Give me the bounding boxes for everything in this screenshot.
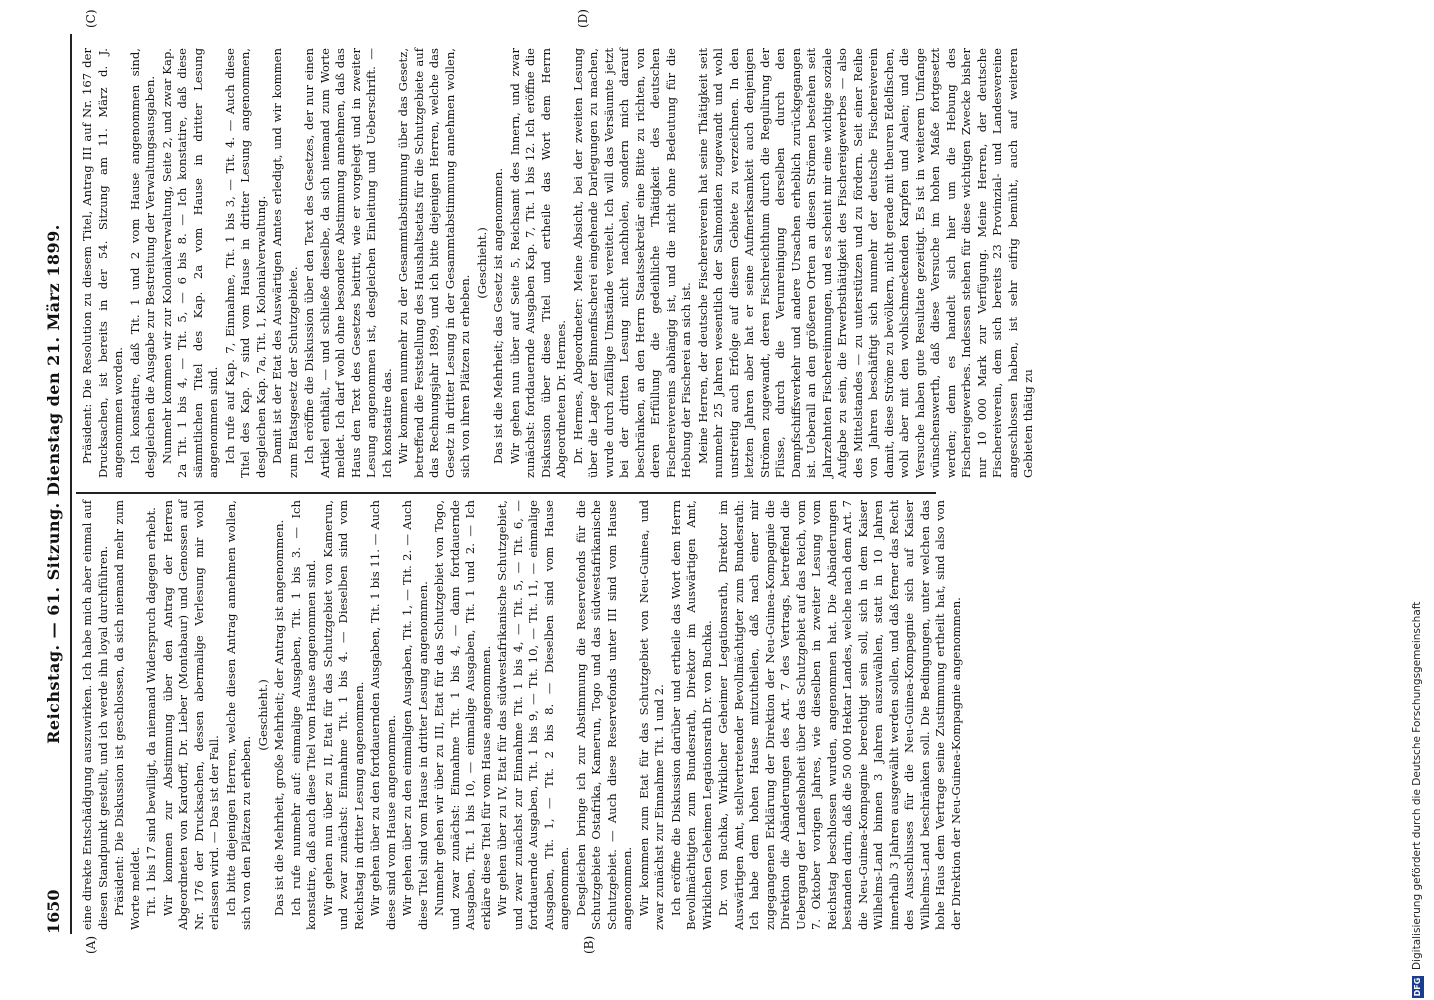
paragraph: Wir kommen nunmehr zu der Gesammtabstimmung über das Gesetz, betreffend die Feststellung des Haushaltsetats für die Schutzgebiete auf das Rechnungsjahr 1899, und ich bitte diejenigen Herren, welche das Gesetz in dritter Lesung in der Gesammtabstimmung annehmen wollen, sich von ihren Plätzen zu erheben.	[396, 48, 472, 478]
paragraph: Wir kommen zur Abstimmung über den Antrag der Herren Abgeordneten von Kardorff, Dr. Lieber (Montabaur) und Genossen auf Nr. 176 der Drucksachen, dessen abermalige Verlesung mir wohl erlassen wird. — Das ist der Fall.	[160, 500, 221, 930]
paragraph: Damit ist der Etat des Auswärtigen Amtes erledigt, und wir kommen zum Etatsgesetz der Schutzgebiete.	[270, 48, 300, 478]
header-rule	[70, 34, 72, 934]
right-column	[80, 48, 1035, 478]
paragraph: Präsident: Die Resolution zu diesem Titel, Antrag III auf Nr. 167 der Drucksachen, ist bereits in der 54. Sitzung am 11. März d. J. angenommen worden.	[80, 48, 125, 478]
paragraph: Wir gehen über zu den fortdauernden Ausgaben, Tit. 1 bis 11. — Auch diese sind vom Hause angenommen.	[368, 500, 398, 930]
paragraph: Meine Herren, der deutsche Fischereiverein hat seine Thätigkeit seit nunmehr 25 Jahren wesentlich der Salmoniden zugewandt und wohl unstreitig auch Erfolge auf diesem Gebiete zu verzeichnen. In den letzten Jahren aber hat er seine Aufmerksamkeit auch denjenigen Strömen zugewandt, deren Fischreichthum durch die Regulirung der Flüsse, durch die Verunreinigung derselben durch den Dampfschiffsverkehr und andere Ursachen erheblich zurückgegangen ist. Ueberall an den größeren Orten an diesen Strömen bestehen seit Jahrzehnten Fischereiinnungen, und es scheint mir eine wichtige soziale Aufgabe zu sein, die Erwerbsthätigkeit des Fischereigewerbes — also des Mittelstandes — zu unterstützen und zu fördern. Seit einer Reihe von Jahren beschäftigt sich nunmehr der deutsche Fischereiverein damit, diese Ströme zu bevölkern, nicht gerade mit theuren Edelfischen, wohl aber mit den wohlschmeckenden Karpfen und Aalen; und die Versuche haben gute Resultate gezeitigt. Es ist in weiterem Umfange wünschenswerth, daß diese Versuche im hohen Maße fortgesetzt werden; denn es handelt sich hier um die Hebung des Fischereigewerbes. Indessen stehen für diese wichtigen Zwecke bisher nur 10 000 Mark zur Verfügung. Meine Herren, der deutsche Fischereiverein, dem sich bereits 23 Provinzial- und Landesvereine angeschlossen haben, ist sehr eifrig bemüht, auch auf weiteren Gebieten thätig zu	[695, 48, 1035, 478]
margin-letter-b: (B)	[582, 935, 596, 954]
paragraph: Ich rufe nunmehr auf: einmalige Ausgaben, Tit. 1 bis 3. — Ich konstatire, daß auch diese Titel vom Hause angenommen sind.	[288, 500, 318, 930]
paragraph: Nunmehr kommen wir zur Kolonialverwaltung, Seite 2, und zwar Kap. 2a Tit. 1 bis 4, — Tit. 5, — 6 bis 8. — Ich konstatire, daß diese sämmtlichen Titel des Kap. 2a vom Hause in dritter Lesung angenommen sind.	[159, 48, 220, 478]
digitization-credit	[1410, 0, 1430, 1000]
paragraph: Nunmehr gehen wir über zu III, Etat für das Schutzgebiet von Togo, und zwar zunächst: Einnahme Tit. 1 bis 4, — dann fortdauernde Ausgaben, Tit. 1 bis 10, — einmalige Ausgaben, Tit. 1 und 2. — Ich erkläre diese Titel für vom Hause angenommen.	[432, 500, 493, 930]
margin-letter-c: (C)	[84, 9, 98, 28]
digitization-credit-text: Digitalisierung gefördert durch die Deutsche Forschungsgemeinschaft	[1411, 601, 1423, 970]
running-title: Reichstag. — 61. Sitzung. Dienstag den 21. März 1899.	[44, 224, 63, 744]
paragraph: Wir gehen über zu IV, Etat für das südwestafrikanische Schutzgebiet, und zwar zunächst zur Einnahme Tit. 1 bis 4, — Tit. 5, — Tit. 6, — fortdauernde Ausgaben, Tit. 1 bis 9, — Tit. 10, — Tit. 11, — einmalige Ausgaben, Tit. 1, — Tit. 2 bis 8. — Dieselben sind vom Hause angenommen.	[495, 500, 571, 930]
paragraph: Ich konstatire, daß Tit. 1 und 2 vom Hause angenommen sind, desgleichen die Ausgabe zur Bestreitung der Verwaltungsausgaben.	[127, 48, 157, 478]
paragraph: Wir kommen zum Etat für das Schutzgebiet von Neu-Guinea, und zwar zunächst zur Einnahme Tit. 1 und 2.	[636, 500, 666, 930]
paragraph: Das ist die Mehrheit, große Mehrheit; der Antrag ist angenommen.	[272, 519, 286, 916]
paragraph: Dr. von Buchka, Wirklicher Geheimer Legationsrath, Direktor im Auswärtigen Amt, stellvertretender Bevollmächtigter zum Bundesrath: Ich habe dem hohen Hause mitzutheilen, daß nach einer mir zugegangenen Erklärung der Direktion der Neu-Guinea-Kompagnie die Direktion die Abänderungen des Art. 7 des Vertrags, betreffend die Uebergang der Landeshoheit über das Schutzgebiet auf das Reich, vom 7. Oktober vorigen Jahres, wie dieselben in zweiter Lesung vom Reichstag beschlossen wurden, angenommen hat. Die Abänderungen bestanden darin, daß die 50 000 Hektar Landes, welche nach dem Art. 7 die Neu-Guinea-Kompagnie berechtigt sein soll, sich in dem Kaiser Wilhelms-Land binnen 3 Jahren auszuwählen, statt in 10 Jahren innerhalb 3 Jahren ausgewählt werden sollen, und daß ferner das Recht des Ausschlusses für die Neu-Guinea-Kompagnie sich auf Kaiser Wilhelms-Land beschränken soll. Die Bedingungen, unter welchen das hohe Haus dem Vertrage seine Zustimmung ertheilt hat, sind also von der Direktion der Neu-Guinea-Kompagnie angenommen.	[716, 500, 963, 930]
stage-direction: (Geschieht.)	[474, 227, 489, 299]
page-number: 1650	[44, 889, 63, 934]
paragraph: Präsident: Die Diskussion ist geschlossen, da sich niemand mehr zum Worte meldet.	[112, 500, 142, 930]
stage-direction: (Geschieht.)	[255, 679, 270, 751]
dfg-logo: DFG	[1413, 977, 1422, 997]
page-header	[40, 34, 68, 934]
paragraph: eine direkte Entschädigung auszuwirken. Ich habe mich aber einmal auf diesen Standpunkt gestellt, und ich werde ihn loyal durchführen.	[80, 500, 110, 930]
paragraph: Wir gehen nun über auf Seite 5, Reichsamt des Innern, und zwar zunächst: fortdauernde Ausgaben Kap. 7, Tit. 1 bis 12. Ich eröffne die Diskussion über diese Titel und ertheile das Wort dem Herrn Abgeordneten Dr. Hermes.	[507, 48, 568, 478]
paragraph: Wir gehen über zu den einmaligen Ausgaben, Tit. 1, — Tit. 2. — Auch diese Titel sind vom Hause in dritter Lesung angenommen.	[400, 500, 430, 930]
paragraph: Ich rufe auf Kap. 7, Einnahme, Tit. 1 bis 3, — Tit. 4. — Auch diese Titel des Kap. 7 sind vom Hause in dritter Lesung angenommen, desgleichen Kap. 7a, Tit. 1, Kolonialverwaltung.	[222, 48, 268, 478]
paragraph: Dr. Hermes, Abgeordneter: Meine Absicht, bei der zweiten Lesung über die Lage der Binnenfischerei eingehende Darlegungen zu machen, wurde durch zufällige Umstände vereitelt. Ich will das Versäumte jetzt bei der dritten Lesung nicht nachholen, sondern mich darauf beschränken, an den Herrn Staatssekretär eine Bitte zu richten, von deren Erfüllung die gedeihliche Thätigkeit des deutschen Fischereivereins abhängig ist, und die nicht ohne Bedeutung für die Hebung der Fischerei an sich ist.	[570, 48, 693, 478]
margin-letter-a: (A)	[84, 935, 98, 954]
column-divider	[76, 492, 936, 494]
margin-letter-d: (D)	[576, 9, 590, 28]
paragraph: Ich eröffne die Diskussion über den Text des Gesetzes, der nur einen Artikel enthält, — und schließe dieselbe, da sich niemand zum Worte meldet. Ich darf wohl ohne besondere Abstimmung annehmen, daß das Haus den Text des Gesetzes beitritt, wie er vorgelegt und in zweiter Lesung angenommen ist, desgleichen Einleitung und Ueberschrift. — Ich konstatire das.	[302, 48, 394, 478]
paragraph: Wir gehen nun über zu II, Etat für das Schutzgebiet von Kamerun, und zwar zunächst: Einnahme Tit. 1 bis 4. — Dieselben sind vom Reichstag in dritter Lesung angenommen.	[320, 500, 366, 930]
left-column	[80, 500, 963, 930]
paragraph: Tit. 1 bis 17 sind bewilligt, da niemand Widerspruch dagegen erhebt.	[144, 507, 158, 916]
paragraph: Desgleichen bringe ich zur Abstimmung die Reservefonds für die Schutzgebiete Ostafrika, Kamerun, Togo und das südwestafrikanische Schutzgebiet. — Auch diese Reservefonds unter III sind vom Hause angenommen.	[573, 500, 634, 930]
paragraph: Ich bitte diejenigen Herren, welche diesen Antrag annehmen wollen, sich von den Plätzen zu erheben.	[223, 500, 253, 930]
paragraph: Das ist die Mehrheit; das Gesetz ist angenommen.	[491, 167, 505, 464]
paragraph: Ich eröffne die Diskussion darüber und ertheile das Wort dem Herrn Bevollmächtigten zum Bundesrath, Direktor im Auswärtigen Amt, Wirklichen Geheimen Legationsrath Dr. von Buchka.	[668, 500, 714, 930]
